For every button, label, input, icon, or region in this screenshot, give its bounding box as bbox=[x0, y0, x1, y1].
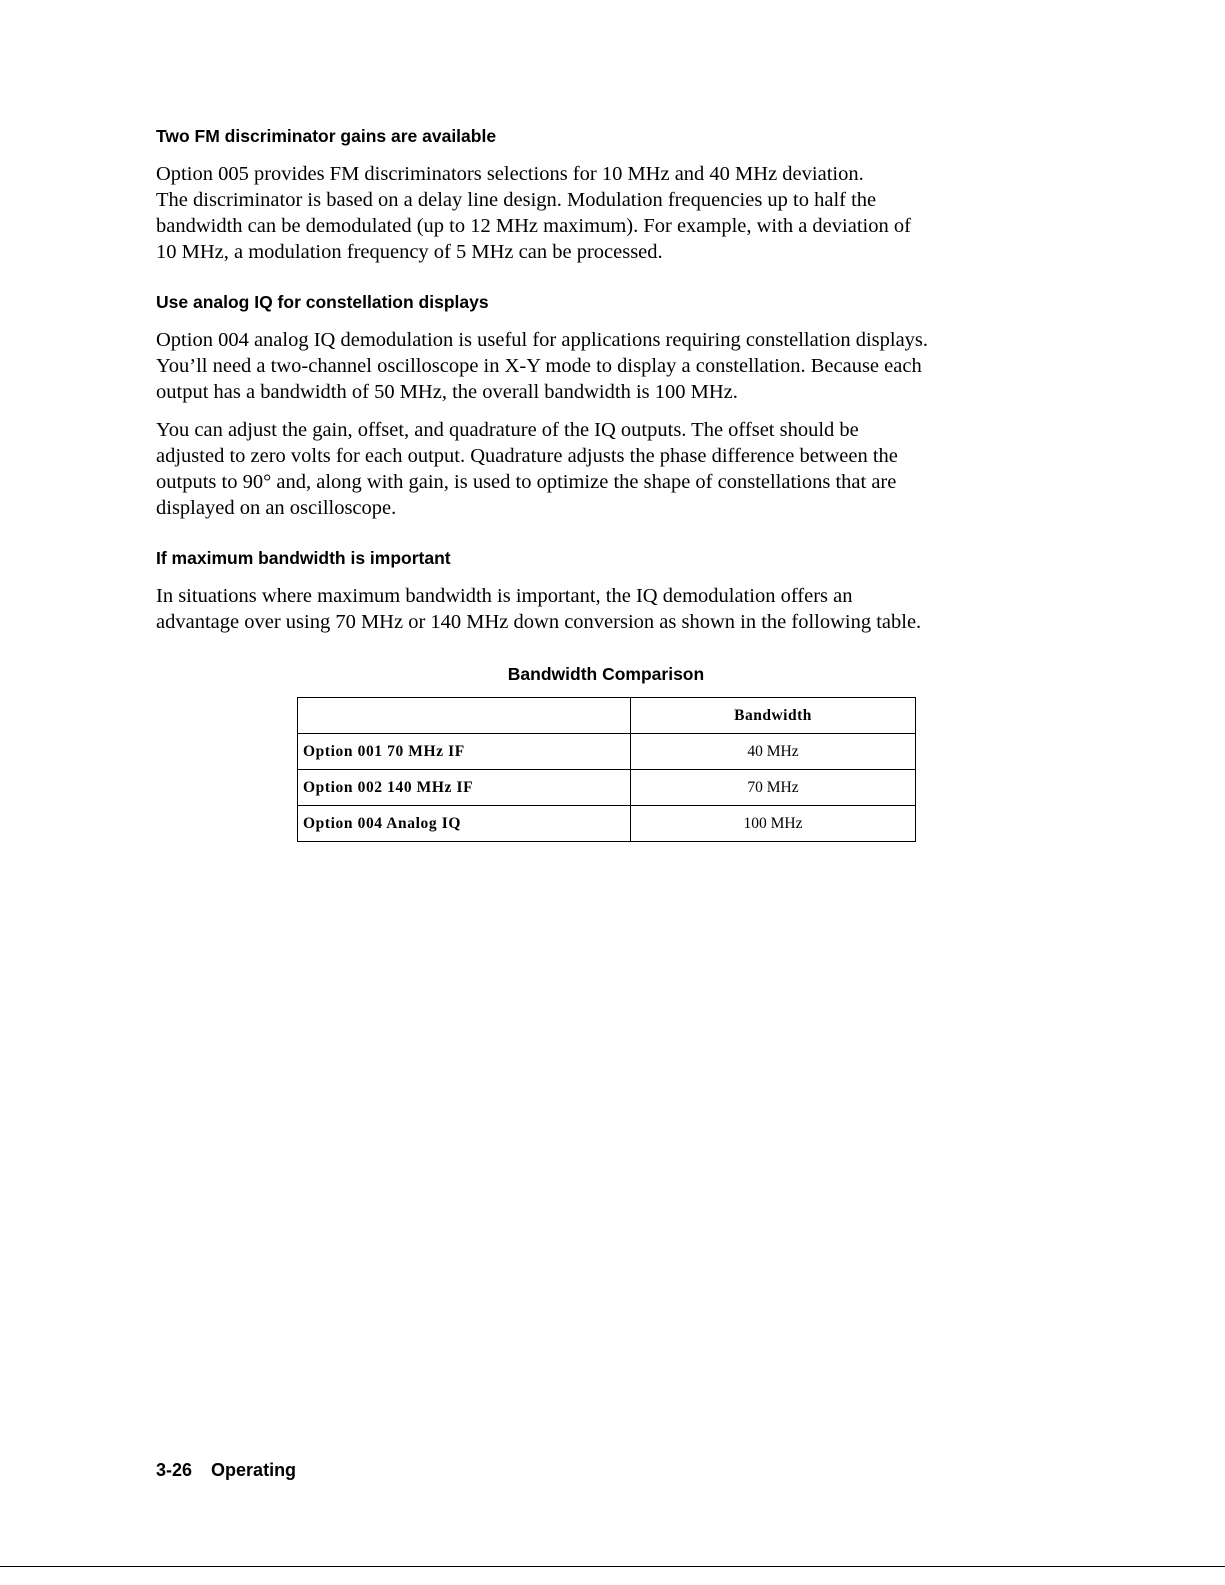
text-line: bandwidth can be demodulated (up to 12 MHz maximum). For example, with a deviation of bbox=[156, 215, 911, 237]
table-title: Bandwidth Comparison bbox=[507, 664, 705, 684]
table-header-cell-empty bbox=[298, 698, 631, 734]
table-cell-option: Option 004 Analog IQ bbox=[298, 806, 631, 842]
table-cell-bandwidth: 40 MHz bbox=[631, 734, 916, 770]
chapter-name: Operating bbox=[211, 1460, 297, 1480]
section-heading-analog-iq: Use analog IQ for constellation displays bbox=[156, 292, 489, 312]
table-header-cell-bandwidth: Bandwidth bbox=[631, 698, 916, 734]
section-heading-fm-discriminator: Two FM discriminator gains are available bbox=[156, 126, 497, 146]
text-line: You’ll need a two-channel oscilloscope in X-Y mode to display a constellation. Because each bbox=[156, 355, 922, 377]
text-line: outputs to 90° and, along with gain, is used to optimize the shape of constellations that are bbox=[156, 471, 897, 493]
table-cell-bandwidth: 70 MHz bbox=[631, 770, 916, 806]
table-cell-option: Option 002 140 MHz IF bbox=[298, 770, 631, 806]
table-row bbox=[298, 806, 916, 842]
table-cell-option: Option 001 70 MHz IF bbox=[298, 734, 631, 770]
table-row bbox=[298, 734, 916, 770]
text-line: The discriminator is based on a delay line design. Modulation frequencies up to half the bbox=[156, 189, 877, 211]
text-line: output has a bandwidth of 50 MHz, the overall bandwidth is 100 MHz. bbox=[156, 381, 738, 403]
bandwidth-comparison-table bbox=[297, 697, 916, 842]
section-heading-max-bandwidth: If maximum bandwidth is important bbox=[156, 548, 451, 568]
paragraph-analog-iq bbox=[156, 327, 1056, 405]
text-line: You can adjust the gain, offset, and quadrature of the IQ outputs. The offset should be bbox=[156, 419, 859, 441]
page-footer bbox=[156, 1459, 296, 1481]
table-header-row bbox=[298, 698, 916, 734]
table-cell-bandwidth: 100 MHz bbox=[631, 806, 916, 842]
paragraph-iq-adjust bbox=[156, 417, 1056, 521]
text-line: In situations where maximum bandwidth is important, the IQ demodulation offers an bbox=[156, 585, 853, 607]
text-line: advantage over using 70 MHz or 140 MHz down conversion as shown in the following table. bbox=[156, 611, 922, 633]
text-line: Option 005 provides FM discriminators selections for 10 MHz and 40 MHz deviation. bbox=[156, 163, 864, 185]
text-line: displayed on an oscilloscope. bbox=[156, 497, 397, 519]
paragraph-fm-discriminator bbox=[156, 161, 1056, 265]
page-content bbox=[156, 125, 1056, 842]
table-row bbox=[298, 770, 916, 806]
text-line: adjusted to zero volts for each output. Quadrature adjusts the phase difference between the bbox=[156, 445, 898, 467]
bottom-rule bbox=[0, 1566, 1225, 1567]
text-line: 10 MHz, a modulation frequency of 5 MHz can be processed. bbox=[156, 241, 663, 263]
paragraph-max-bandwidth bbox=[156, 583, 1056, 635]
page-number: 3-26 bbox=[156, 1460, 193, 1480]
text-line: Option 004 analog IQ demodulation is useful for applications requiring constellation displays. bbox=[156, 329, 929, 351]
